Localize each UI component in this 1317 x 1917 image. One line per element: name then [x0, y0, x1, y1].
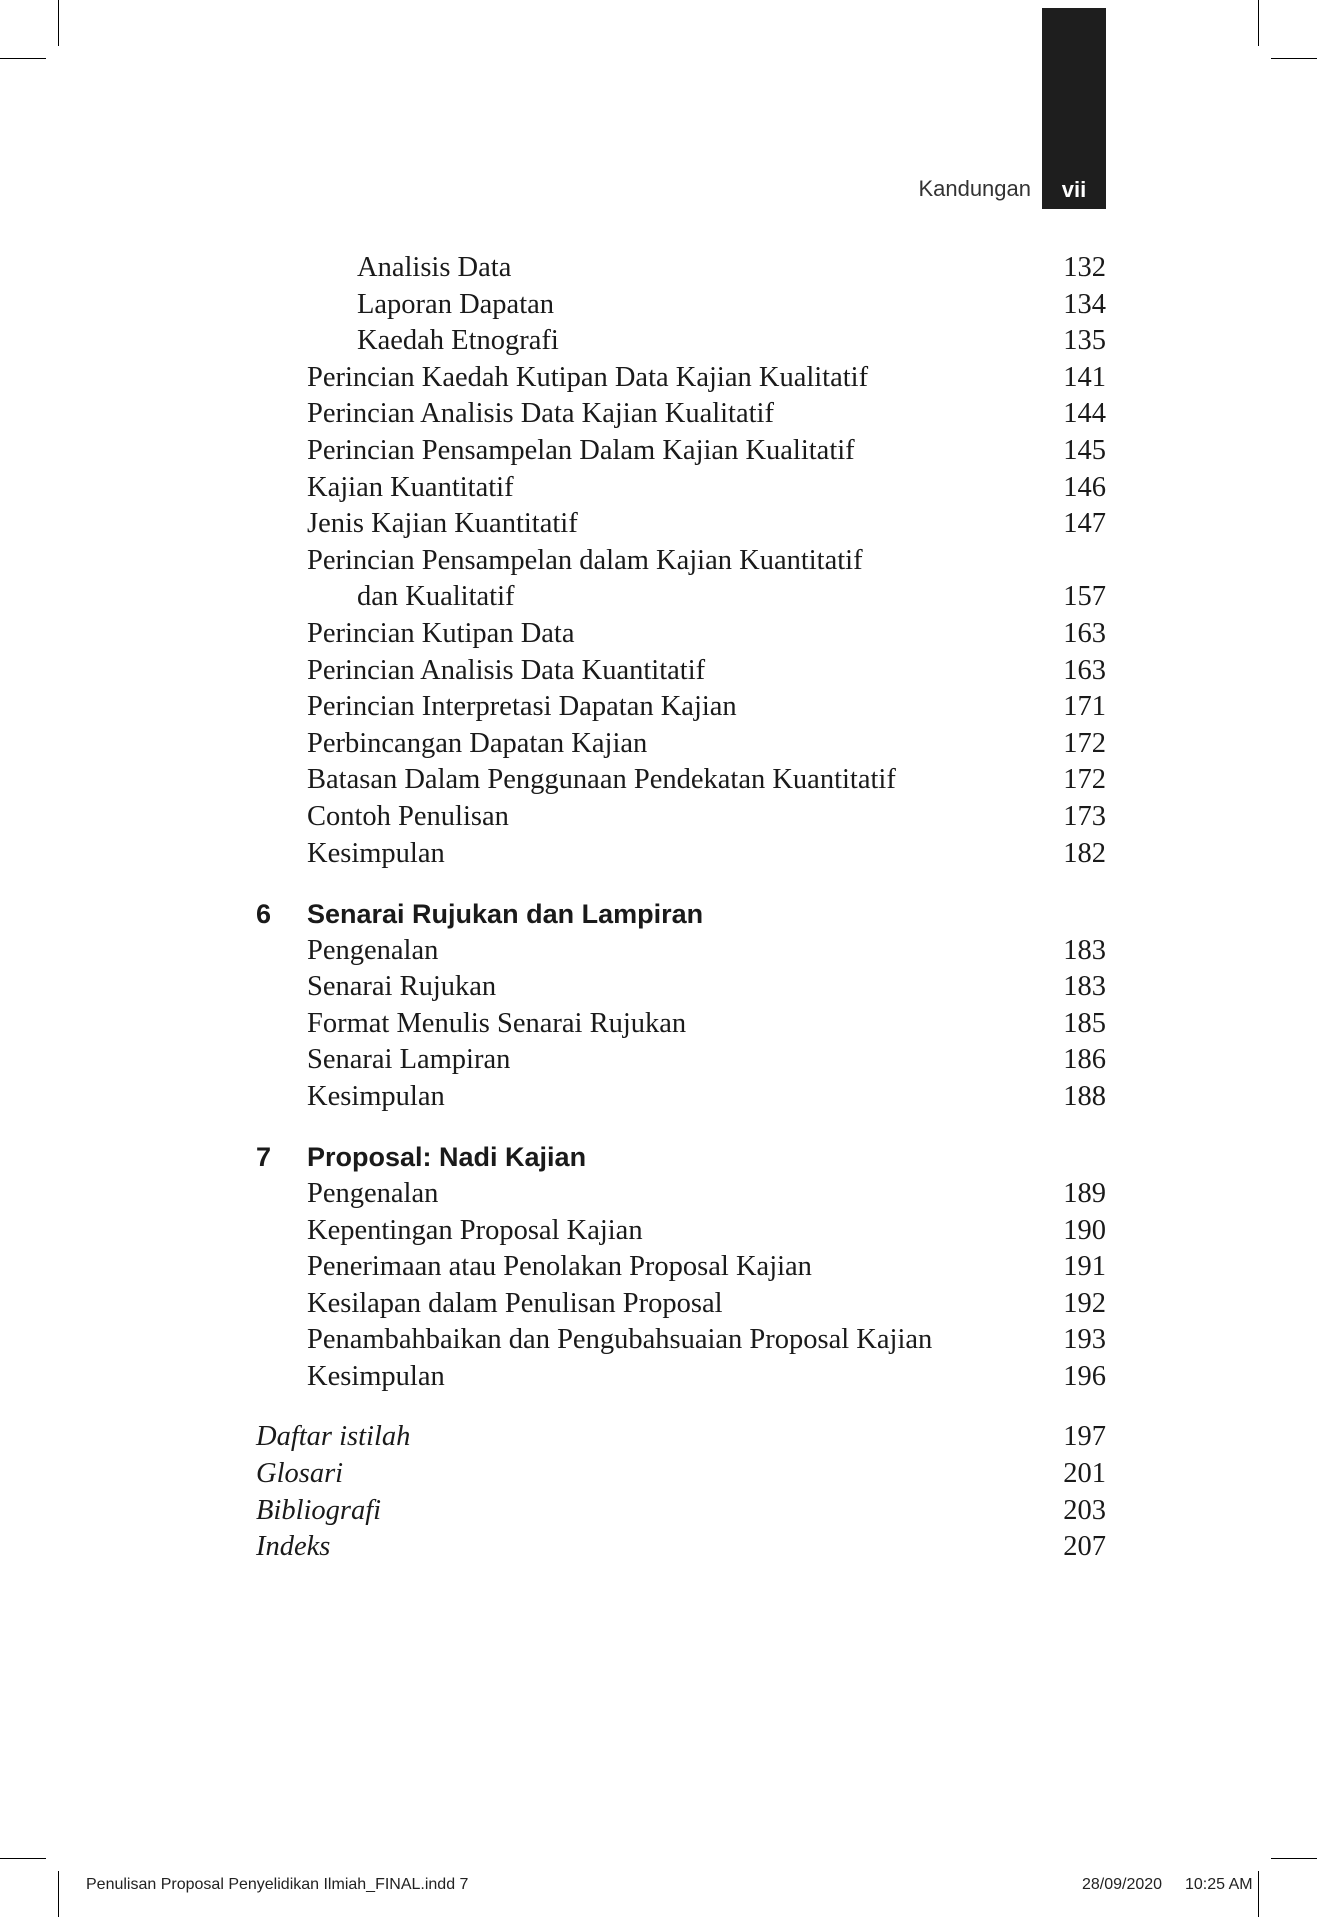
- toc-entry: [307, 933, 1106, 969]
- entry-title: Batasan Dalam Penggunaan Pendekatan Kuantitatif: [307, 764, 896, 796]
- entry-title: Perincian Pensampelan dalam Kajian Kuantitatif: [307, 544, 863, 576]
- crop-mark: [1258, 0, 1259, 46]
- toc-entry: [307, 799, 1106, 835]
- toc-entry: [307, 1213, 1106, 1249]
- entry-page-number: 163: [1063, 618, 1106, 649]
- entry-page-number: 141: [1063, 361, 1106, 393]
- chapter-title: Senarai Rujukan dan Lampiran: [307, 898, 704, 929]
- toc-entry: [307, 1359, 1106, 1395]
- entry-title: Kesilapan dalam Penulisan Proposal: [307, 1287, 723, 1319]
- entry-title: Kesimpulan: [307, 837, 445, 869]
- entry-title: Indeks: [256, 1531, 331, 1563]
- crop-mark: [58, 0, 59, 46]
- crop-mark: [0, 1858, 46, 1859]
- entry-page-number: 185: [1063, 1007, 1106, 1039]
- toc-entry: [307, 1042, 1106, 1078]
- entry-page-number: 201: [1063, 1457, 1106, 1489]
- toc-entry: [357, 579, 1106, 615]
- entry-title: Senarai Lampiran: [307, 1044, 511, 1076]
- toc-entry: [307, 616, 1106, 652]
- back-matter-entry: [256, 1493, 1106, 1529]
- entry-title: Perincian Kaedah Kutipan Data Kajian Kualitatif: [307, 361, 869, 393]
- entry-title: Kaedah Etnografi: [357, 325, 559, 357]
- entry-title: Kesimpulan: [307, 1360, 445, 1392]
- footer-file-info: Penulisan Proposal Penyelidikan Ilmiah_FINAL.indd 7: [86, 1876, 469, 1893]
- chapter-heading: [256, 1139, 1106, 1175]
- entry-title: Daftar istilah: [256, 1421, 411, 1453]
- entry-title: Laporan Dapatan: [357, 288, 555, 320]
- entry-page-number: 207: [1063, 1531, 1106, 1563]
- toc-entry: [307, 969, 1106, 1005]
- toc-entry: [307, 1079, 1106, 1115]
- entry-page-number: 171: [1063, 691, 1106, 723]
- toc-entry: [307, 726, 1106, 762]
- back-matter-entry: [256, 1419, 1106, 1455]
- entry-page-number: 172: [1063, 727, 1106, 759]
- entry-page-number: 163: [1063, 654, 1106, 686]
- toc-entry: [307, 396, 1106, 432]
- entry-page-number: 146: [1063, 471, 1106, 503]
- toc-entry: [307, 543, 1106, 579]
- crop-mark: [58, 1871, 59, 1917]
- footer-time: 10:25 AM: [1185, 1876, 1253, 1893]
- entry-page-number: 183: [1063, 934, 1106, 966]
- toc-entry: [307, 506, 1106, 542]
- entry-title: Perincian Kutipan Data: [307, 618, 575, 649]
- entry-title: Perincian Analisis Data Kajian Kualitatif: [307, 398, 774, 430]
- entry-page-number: 144: [1063, 398, 1106, 430]
- entry-page-number: 188: [1063, 1080, 1106, 1112]
- entry-page-number: 190: [1063, 1214, 1106, 1246]
- chapter-number: 6: [256, 898, 272, 929]
- entry-title: Kepentingan Proposal Kajian: [307, 1214, 643, 1246]
- entry-page-number: 145: [1063, 435, 1106, 466]
- entry-title: Contoh Penulisan: [307, 801, 509, 832]
- entry-title: Pengenalan: [307, 934, 439, 966]
- entry-page-number: 173: [1063, 801, 1106, 832]
- entry-page-number: 134: [1063, 288, 1106, 320]
- entry-title: Kesimpulan: [307, 1080, 445, 1112]
- back-matter-entry: [256, 1456, 1106, 1492]
- entry-page-number: 186: [1063, 1044, 1106, 1076]
- footer-date: 28/09/2020: [1082, 1876, 1163, 1893]
- back-matter-entry: [256, 1529, 1106, 1565]
- toc-entry: [307, 1176, 1106, 1212]
- entry-page-number: 183: [1063, 971, 1106, 1003]
- entry-title: Analisis Data: [357, 252, 512, 283]
- entry-page-number: 182: [1063, 837, 1106, 869]
- entry-title: Penambahbaikan dan Pengubahsuaian Proposal Kajian: [307, 1324, 933, 1356]
- toc-entry: [307, 470, 1106, 506]
- crop-mark: [1258, 1871, 1259, 1917]
- entry-title: Penerimaan atau Penolakan Proposal Kajian: [307, 1251, 812, 1283]
- entry-page-number: 189: [1063, 1177, 1106, 1209]
- running-header-title: Kandungan: [918, 176, 1031, 201]
- entry-title: Glosari: [256, 1457, 344, 1489]
- entry-title: Jenis Kajian Kuantitatif: [307, 508, 578, 540]
- toc-entry: [307, 433, 1106, 469]
- entry-page-number: 132: [1063, 252, 1106, 283]
- crop-mark: [1271, 1858, 1317, 1859]
- toc-entry: [307, 762, 1106, 798]
- crop-mark: [0, 58, 46, 59]
- entry-title: Pengenalan: [307, 1177, 439, 1209]
- entry-title: Format Menulis Senarai Rujukan: [307, 1007, 687, 1039]
- crop-mark: [1271, 58, 1317, 59]
- entry-title: Perbincangan Dapatan Kajian: [307, 727, 648, 759]
- entry-page-number: 196: [1063, 1360, 1106, 1392]
- entry-page-number: 192: [1063, 1287, 1106, 1319]
- entry-title: Senarai Rujukan: [307, 971, 497, 1003]
- entry-page-number: 172: [1063, 764, 1106, 796]
- entry-page-number: 135: [1063, 325, 1106, 357]
- toc-entry: [307, 653, 1106, 689]
- entry-title: Perincian Interpretasi Dapatan Kajian: [307, 691, 737, 723]
- toc-entry: [307, 1249, 1106, 1285]
- entry-page-number: 147: [1063, 508, 1106, 540]
- chapter-number: 7: [256, 1142, 272, 1173]
- toc-entry: [307, 1286, 1106, 1322]
- toc-entry: [307, 836, 1106, 872]
- toc-entry: [307, 1006, 1106, 1042]
- chapter-heading: [256, 896, 1106, 932]
- entry-title: Perincian Pensampelan Dalam Kajian Kualitatif: [307, 435, 855, 466]
- entry-title: dan Kualitatif: [357, 581, 515, 613]
- entry-page-number: 203: [1063, 1494, 1106, 1526]
- toc-entry: [357, 287, 1106, 323]
- entry-page-number: 191: [1063, 1251, 1106, 1283]
- toc-entry: [357, 250, 1106, 286]
- toc-entry: [307, 689, 1106, 725]
- page-number: vii: [1061, 177, 1087, 202]
- toc-entry: [357, 323, 1106, 359]
- entry-title: Kajian Kuantitatif: [307, 471, 514, 503]
- entry-page-number: 193: [1063, 1324, 1106, 1356]
- entry-page-number: 197: [1063, 1421, 1106, 1453]
- toc-entry: [307, 1322, 1106, 1358]
- page-number-tab: [1042, 8, 1106, 209]
- chapter-title: Proposal: Nadi Kajian: [307, 1142, 587, 1173]
- entry-page-number: 157: [1063, 581, 1106, 613]
- entry-title: Bibliografi: [256, 1494, 382, 1526]
- entry-title: Perincian Analisis Data Kuantitatif: [307, 654, 706, 686]
- toc-entry: [307, 360, 1106, 396]
